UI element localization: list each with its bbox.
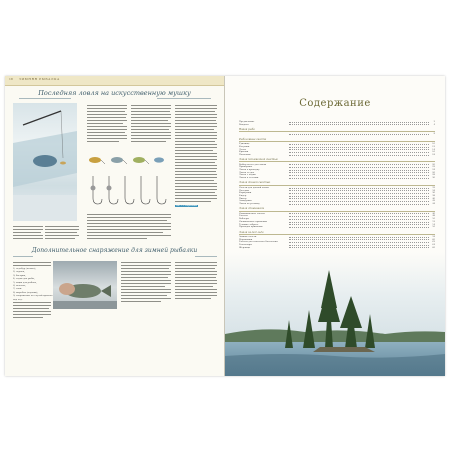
toc-section-heading: Ловля из-под льда <box>239 230 264 234</box>
title-rule-right <box>157 98 211 99</box>
toc-leader-dots <box>289 155 429 156</box>
toc-entry-title: Насадки <box>239 188 249 192</box>
toc-entry-title: Техника заброса <box>239 222 259 226</box>
title-rule-left <box>19 98 71 99</box>
toc-entry-title: Катушки <box>239 144 250 148</box>
toc-leader-dots <box>289 134 429 135</box>
toc-section-heading: Ловля донной снастью <box>239 181 271 185</box>
equipment-item: 6) палатка, <box>13 284 26 288</box>
toc-entry-page: 58 <box>432 234 435 238</box>
toc-entry-page: 14 <box>432 147 435 151</box>
toc-entry-title: Прикормка <box>239 165 253 169</box>
toc-entry-page: 54 <box>432 222 435 226</box>
toc-entry-page: 50 <box>432 217 435 221</box>
toc-section-heading: Новая рыба <box>239 128 255 131</box>
toc-entry-title: Предисловие <box>239 120 255 123</box>
toc-section-heading: Ловля поплавочной снастью <box>239 158 278 162</box>
figure-caption: Рис. 1.0 Мормышки <box>176 205 198 207</box>
running-head: ЗИМНЯЯ РЫБАЛКА <box>19 77 60 81</box>
lures-illustration <box>87 152 167 168</box>
article-title: Последняя ловля на искусственную мушку <box>38 89 191 97</box>
toc-entry-title: Поплавки <box>239 152 251 156</box>
toc-entry-title: Вводная <box>239 122 249 126</box>
toc-entry-page: 56 <box>432 225 435 229</box>
toc-entry-page: 8 <box>433 132 435 136</box>
toc-entry-page: 64 <box>432 243 435 246</box>
toc-entry[interactable] <box>239 176 435 179</box>
toc-entry-page: 18 <box>432 152 435 156</box>
toc-entry-title: Ловля в проводку <box>239 168 260 171</box>
toc-entry-title: Силиконовые приманки <box>239 219 268 223</box>
lake-landscape-photo <box>225 252 445 376</box>
toc-entry-title: Ловля в течении <box>239 176 259 180</box>
toc-entry[interactable] <box>239 246 435 249</box>
equipment-item: 3) багорик, <box>13 273 26 277</box>
toc-entry[interactable] <box>239 132 435 135</box>
toc-entry-page: 48 <box>432 214 435 218</box>
toc-entry-title: Воблеры <box>239 217 250 221</box>
toc-entry-page: 4 <box>433 122 435 126</box>
toc-entry-page: 44 <box>432 202 435 205</box>
toc-entry-page: 22 <box>432 165 435 169</box>
equipment-list <box>13 267 53 301</box>
toc-entry[interactable] <box>239 153 435 156</box>
toc-entry-page: 34 <box>432 188 435 192</box>
toc-entry-title: Жерлицы <box>239 245 251 249</box>
toc-section-heading: Ловля спиннингом <box>239 207 265 211</box>
toc-entry-page: 66 <box>432 245 435 249</box>
toc-entry-page: 12 <box>432 144 435 148</box>
toc-entry-page: 62 <box>432 240 435 244</box>
toc-entry-page: 26 <box>432 170 435 174</box>
section-title: Дополнительное снаряжение для зимней рыбалки <box>31 247 198 254</box>
toc-entry-page: 16 <box>432 150 435 154</box>
equipment-item: 2) черпак, <box>13 270 25 274</box>
running-header <box>5 76 224 86</box>
toc-entry-page: 32 <box>432 185 435 189</box>
toc-entry-page: 52 <box>432 219 435 223</box>
ice-fishing-photo <box>13 103 77 221</box>
toc-entry-title: Ловля со дна <box>239 170 255 174</box>
section-rule-right <box>195 256 217 257</box>
toc-entry-title: Фидер <box>239 193 247 197</box>
toc-entry-page: 24 <box>432 168 435 171</box>
toc-entry-title: Снасти для донной ловли <box>239 185 269 189</box>
book-spread <box>5 76 445 376</box>
toc-entry-page: 10 <box>432 142 435 146</box>
toc-entry-title: Пикер <box>239 196 247 200</box>
equipment-item: 1) ледобур (пешня), <box>13 267 37 270</box>
toc-entry-page: 46 <box>432 211 435 215</box>
toc-entry-page: 38 <box>432 193 435 197</box>
toc-entry-title: Леска <box>239 147 247 151</box>
hooks-diagram <box>87 174 169 208</box>
equipment-item: 7) сани. <box>13 287 23 291</box>
toc-entry-page: 42 <box>432 199 435 203</box>
right-page <box>225 76 445 376</box>
toc-entry-page: 30 <box>432 176 435 180</box>
equipment-item: 8) шарабан (наушки), <box>13 290 39 294</box>
page-number: 18 <box>9 77 13 81</box>
toc-entry[interactable] <box>239 202 435 205</box>
contents-title: Содержание <box>299 98 371 109</box>
toc-entry-title: Ловля с лодки <box>239 173 256 177</box>
toc-entry-page: 36 <box>432 191 435 195</box>
toc-leader-dots <box>289 227 429 228</box>
section-rule-left <box>13 256 33 257</box>
equipment-item: 4) садок для рыбы, <box>13 277 35 281</box>
toc-entry-title: Выбор места для ловли <box>239 162 267 166</box>
toc-entry-title: Кормушки <box>239 191 252 195</box>
toc-entry-page: 28 <box>432 173 435 177</box>
toc-entry-title: Зимние снасти <box>239 234 257 238</box>
fish-catch-photo <box>53 261 117 309</box>
toc-entry-page: 3 <box>433 120 435 123</box>
toc-leader-dots <box>289 124 429 125</box>
toc-entry-title: Блесны для отвесного блеснения <box>239 240 278 244</box>
equipment-item: 9) снаряжение на случай провала под лед. <box>13 294 53 301</box>
toc-leader-dots <box>289 204 429 205</box>
toc-leader-dots <box>289 178 429 179</box>
toc-entry-title: Удилище <box>239 142 250 146</box>
toc-leader-dots <box>289 247 429 248</box>
toc-entry-title: Проводка приманки <box>239 225 263 229</box>
toc-entry-title: Спиннинговые снасти <box>239 211 265 215</box>
toc-entry-title: Закидушка <box>239 199 252 203</box>
toc-entry-title: Ловля на резинку <box>239 202 260 205</box>
toc-entry-page: 40 <box>432 196 435 200</box>
left-page <box>5 76 224 376</box>
toc-entry[interactable] <box>239 123 435 126</box>
toc-entry-page: 20 <box>432 162 435 166</box>
equipment-item: 5) ящик для рыбака, <box>13 280 37 284</box>
toc-entry-page: 60 <box>432 237 435 241</box>
toc-entry-title: Крючки <box>239 150 249 154</box>
toc-entry-title: Мормышки <box>239 237 253 241</box>
toc-section-heading: Рыболовные снасти <box>239 137 267 141</box>
toc-entry-title: Балансиры <box>239 243 252 246</box>
toc-entry-title: Блесны <box>239 214 248 218</box>
